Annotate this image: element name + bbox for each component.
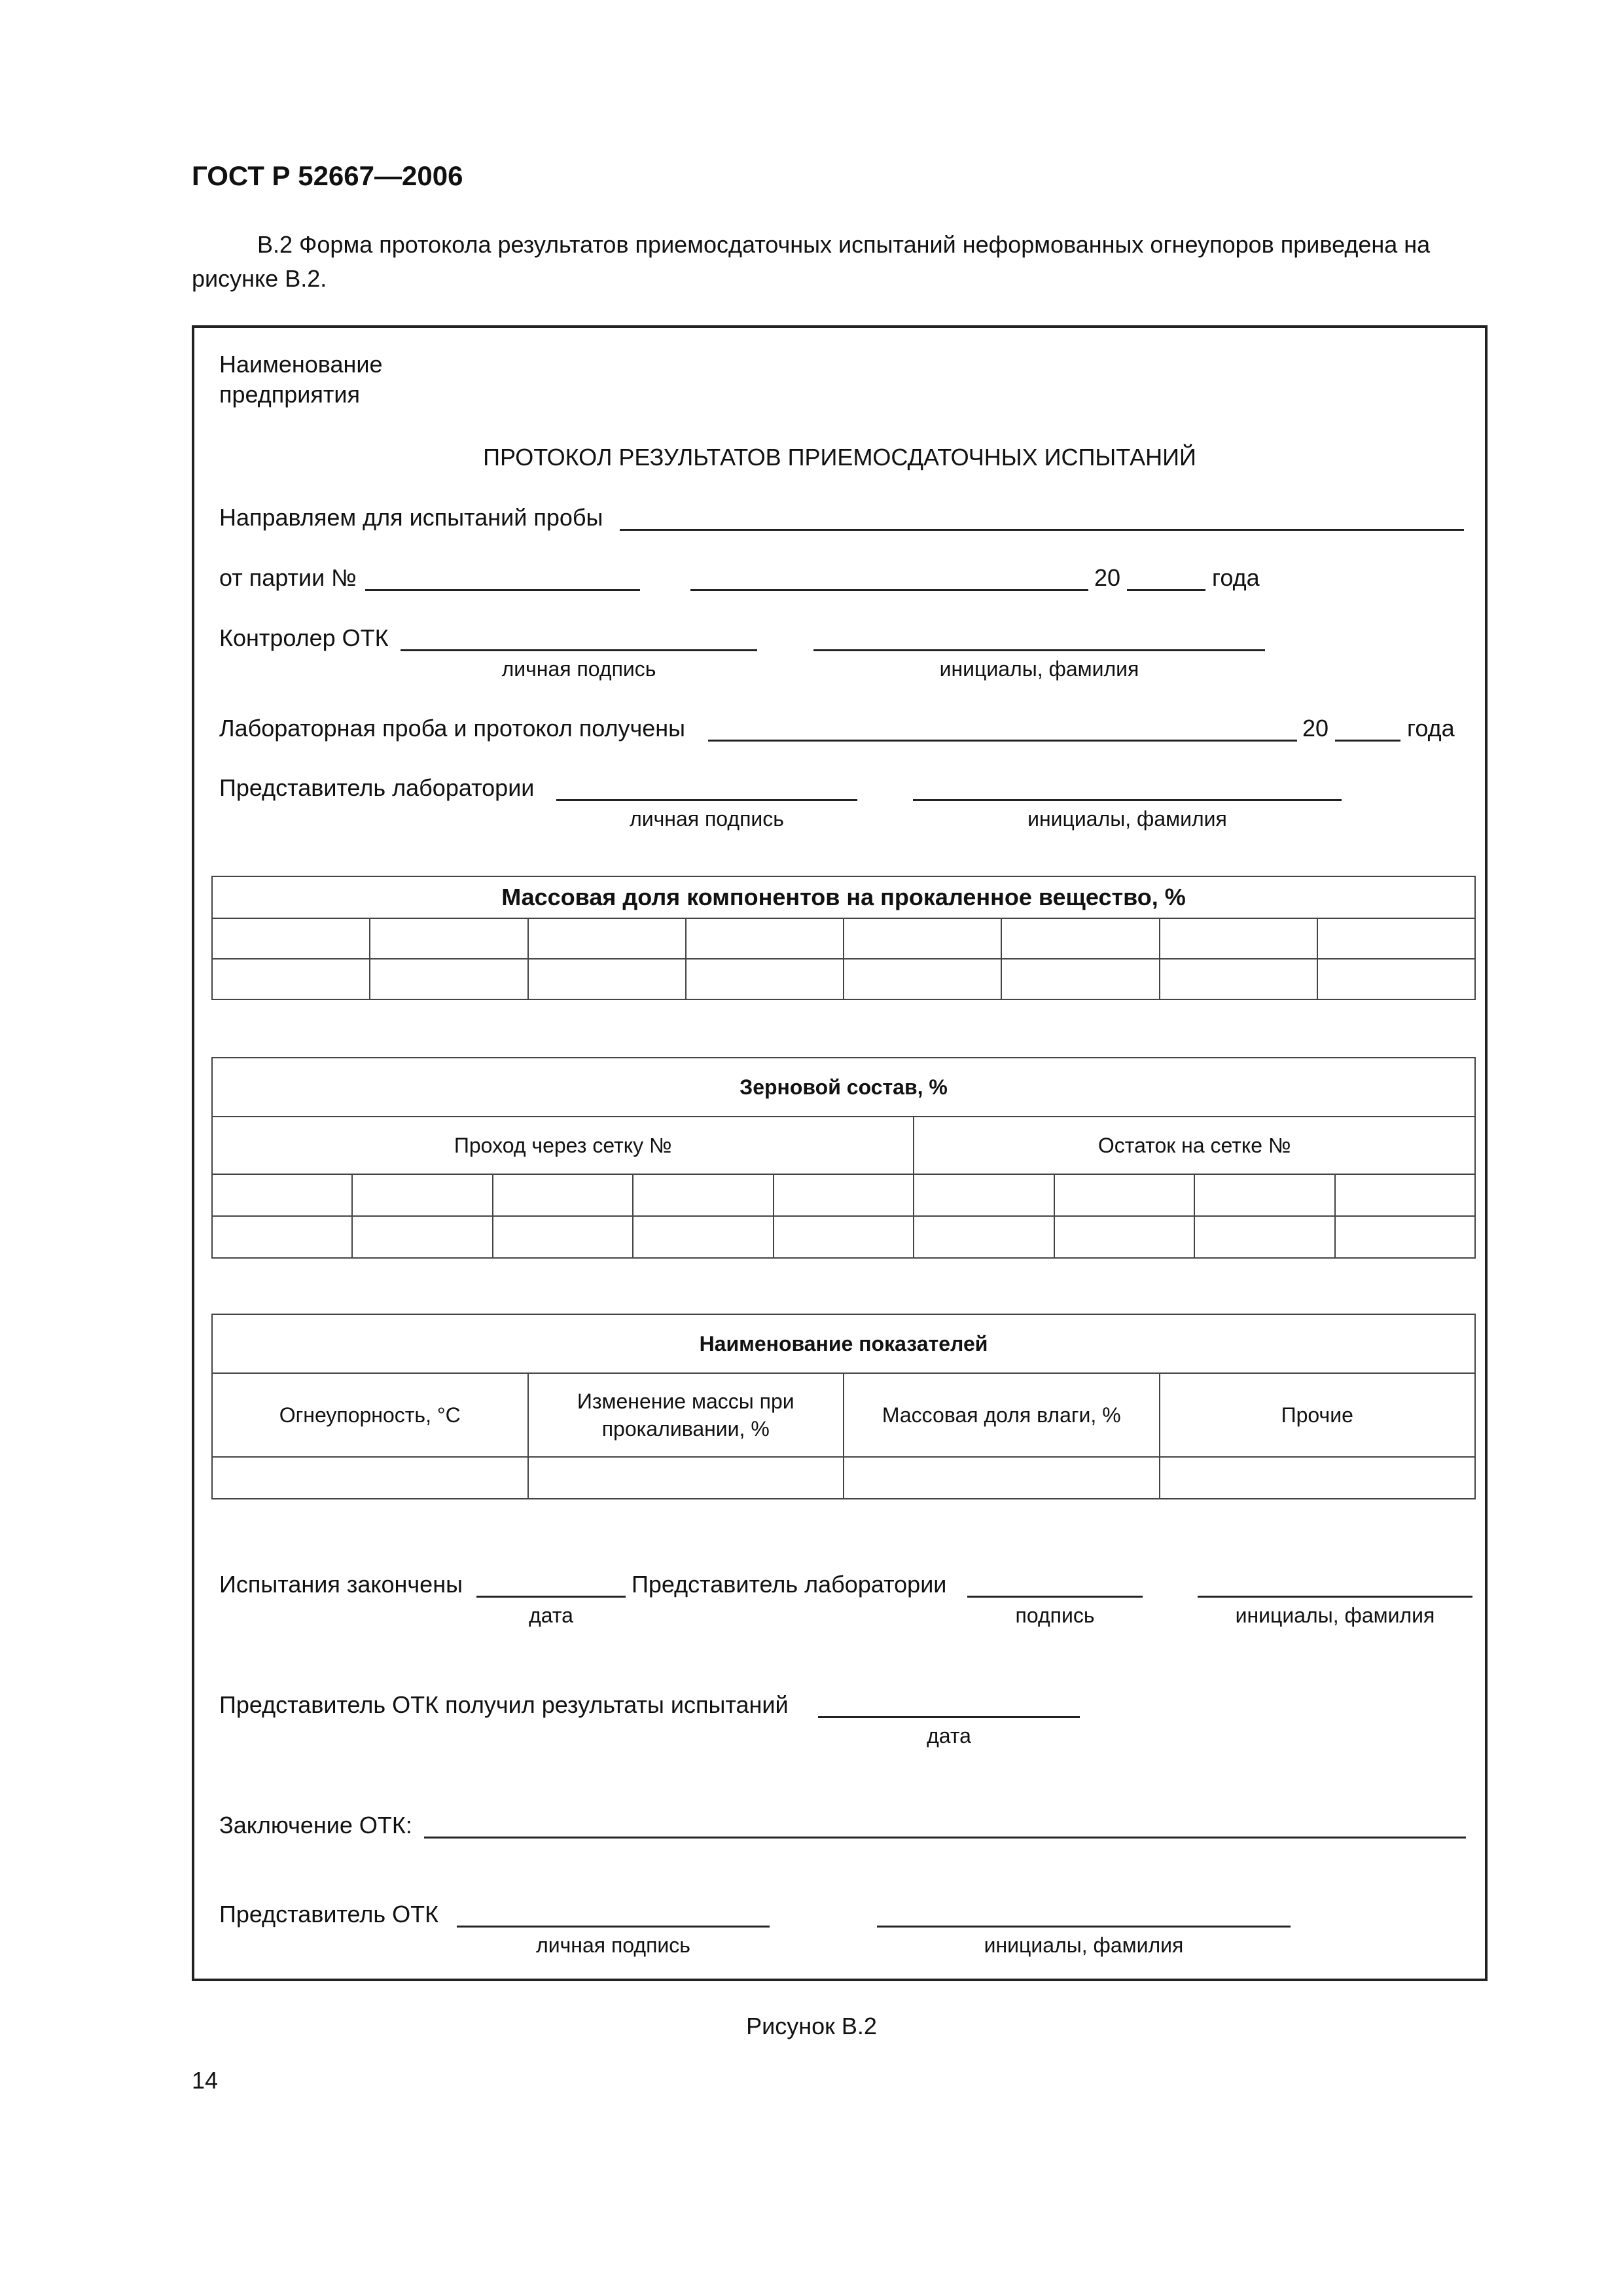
table-cell[interactable] bbox=[1054, 1216, 1194, 1258]
grain-pass-header: Проход через сетку № bbox=[212, 1117, 914, 1174]
table-cell[interactable] bbox=[844, 918, 1001, 959]
table-cell[interactable] bbox=[633, 1174, 773, 1216]
grain-table-title: Зерновой состав, % bbox=[212, 1058, 1475, 1117]
table-cell[interactable] bbox=[370, 918, 527, 959]
table-cell[interactable] bbox=[914, 1174, 1054, 1216]
table-cell[interactable] bbox=[493, 1174, 633, 1216]
table-cell[interactable] bbox=[844, 959, 1001, 999]
lab-received-label: Лабораторная проба и протокол получены bbox=[219, 715, 686, 742]
initials-caption: инициалы, фамилия bbox=[984, 1933, 1184, 1957]
indicator-moisture-header: Массовая доля влаги, % bbox=[844, 1373, 1160, 1457]
table-cell[interactable] bbox=[1317, 959, 1475, 999]
tests-finished-date-field[interactable] bbox=[476, 1596, 626, 1598]
enterprise-label-line1: Наименование bbox=[219, 351, 383, 378]
signature-caption: личная подпись bbox=[501, 657, 656, 681]
otk-conclusion-field[interactable] bbox=[424, 1837, 1466, 1839]
lab-rep-signature-field[interactable] bbox=[556, 799, 857, 801]
lab-rep-label-2: Представитель лаборатории bbox=[632, 1571, 947, 1598]
otk-rep-signature-field[interactable] bbox=[457, 1926, 770, 1928]
batch-date-field[interactable] bbox=[690, 589, 1088, 591]
batch-number-field[interactable] bbox=[365, 589, 640, 591]
table-cell[interactable] bbox=[686, 918, 844, 959]
otk-controller-name-field[interactable] bbox=[813, 649, 1265, 651]
date-caption: дата bbox=[927, 1724, 971, 1748]
page-number: 14 bbox=[192, 2067, 219, 2094]
otk-received-label: Представитель ОТК получил результаты испытаний bbox=[219, 1691, 789, 1718]
lab-rep-name-field[interactable] bbox=[913, 799, 1342, 801]
otk-rep-name-field[interactable] bbox=[877, 1926, 1291, 1928]
table-cell[interactable] bbox=[352, 1174, 492, 1216]
lab-rep-2-signature-field[interactable] bbox=[967, 1596, 1143, 1598]
otk-controller-signature-field[interactable] bbox=[401, 649, 757, 651]
table-cell[interactable] bbox=[1160, 959, 1317, 999]
table-cell[interactable] bbox=[370, 959, 527, 999]
protocol-title: ПРОТОКОЛ РЕЗУЛЬТАТОВ ПРИЕМОСДАТОЧНЫХ ИСПЫТАНИЙ bbox=[483, 444, 1196, 471]
lab-year-prefix: 20 bbox=[1302, 715, 1329, 742]
table-cell[interactable] bbox=[1317, 918, 1475, 959]
table-cell[interactable] bbox=[1160, 1457, 1476, 1499]
table-cell[interactable] bbox=[686, 959, 844, 999]
tests-finished-label: Испытания закончены bbox=[219, 1571, 463, 1598]
table-cell[interactable] bbox=[1160, 918, 1317, 959]
indicators-table bbox=[211, 1314, 1476, 1499]
grain-residue-header: Остаток на сетке № bbox=[914, 1117, 1475, 1174]
table-cell[interactable] bbox=[352, 1216, 492, 1258]
table-cell[interactable] bbox=[844, 1457, 1160, 1499]
table-cell[interactable] bbox=[1335, 1216, 1476, 1258]
table-cell[interactable] bbox=[914, 1216, 1054, 1258]
signature-caption: личная подпись bbox=[630, 807, 784, 831]
otk-conclusion-label: Заключение ОТК: bbox=[219, 1812, 412, 1839]
batch-year-prefix: 20 bbox=[1094, 564, 1121, 591]
signature-caption-short: подпись bbox=[1015, 1604, 1095, 1627]
initials-caption: инициалы, фамилия bbox=[939, 657, 1139, 681]
initials-caption: инициалы, фамилия bbox=[1027, 807, 1227, 831]
signature-caption: личная подпись bbox=[536, 1933, 690, 1957]
samples-field[interactable] bbox=[620, 529, 1464, 531]
batch-label: от партии № bbox=[219, 564, 357, 591]
lab-year-field[interactable] bbox=[1335, 740, 1400, 742]
indicator-mass-change-header: Изменение массы при прокаливании, % bbox=[528, 1373, 844, 1457]
figure-caption: Рисунок В.2 bbox=[746, 2013, 877, 2039]
otk-received-date-field[interactable] bbox=[818, 1716, 1080, 1718]
table-cell[interactable] bbox=[212, 1216, 352, 1258]
intro-paragraph: В.2 Форма протокола результатов приемосдаточных испытаний неформованных огнеупоров приведена на рисунке В.2. bbox=[192, 231, 1431, 292]
indicator-refractoriness-header: Огнеупорность, °С bbox=[212, 1373, 528, 1457]
table-cell[interactable] bbox=[1054, 1174, 1194, 1216]
components-table-title: Массовая доля компонентов на прокаленное вещество, % bbox=[212, 876, 1475, 918]
lab-rep-label: Представитель лаборатории bbox=[219, 774, 535, 801]
table-cell[interactable] bbox=[1194, 1216, 1334, 1258]
samples-label: Направляем для испытаний пробы bbox=[219, 504, 603, 531]
grain-table bbox=[211, 1057, 1476, 1259]
table-cell[interactable] bbox=[528, 918, 686, 959]
indicator-other-header: Прочие bbox=[1160, 1373, 1476, 1457]
table-cell[interactable] bbox=[774, 1216, 914, 1258]
table-cell[interactable] bbox=[212, 1457, 528, 1499]
otk-controller-label: Контролер ОТК bbox=[219, 624, 389, 651]
batch-year-field[interactable] bbox=[1127, 589, 1205, 591]
table-cell[interactable] bbox=[212, 959, 370, 999]
table-cell[interactable] bbox=[1001, 918, 1159, 959]
table-cell[interactable] bbox=[212, 1174, 352, 1216]
indicators-table-title: Наименование показателей bbox=[212, 1314, 1475, 1373]
table-cell[interactable] bbox=[1335, 1174, 1476, 1216]
table-cell[interactable] bbox=[633, 1216, 773, 1258]
components-table bbox=[211, 876, 1476, 1000]
standard-number: ГОСТ Р 52667—2006 bbox=[192, 160, 463, 191]
initials-caption: инициалы, фамилия bbox=[1235, 1604, 1435, 1627]
table-cell[interactable] bbox=[1194, 1174, 1334, 1216]
lab-received-date-field[interactable] bbox=[708, 740, 1297, 742]
table-cell[interactable] bbox=[528, 1457, 844, 1499]
otk-rep-label: Представитель ОТК bbox=[219, 1901, 439, 1928]
enterprise-label-line2: предприятия bbox=[219, 381, 360, 408]
lab-rep-2-name-field[interactable] bbox=[1198, 1596, 1472, 1598]
table-cell[interactable] bbox=[528, 959, 686, 999]
table-cell[interactable] bbox=[774, 1174, 914, 1216]
batch-year-suffix: года bbox=[1212, 564, 1260, 591]
lab-year-suffix: года bbox=[1407, 715, 1455, 742]
table-cell[interactable] bbox=[1001, 959, 1159, 999]
table-cell[interactable] bbox=[212, 918, 370, 959]
date-caption: дата bbox=[529, 1604, 573, 1627]
table-cell[interactable] bbox=[493, 1216, 633, 1258]
